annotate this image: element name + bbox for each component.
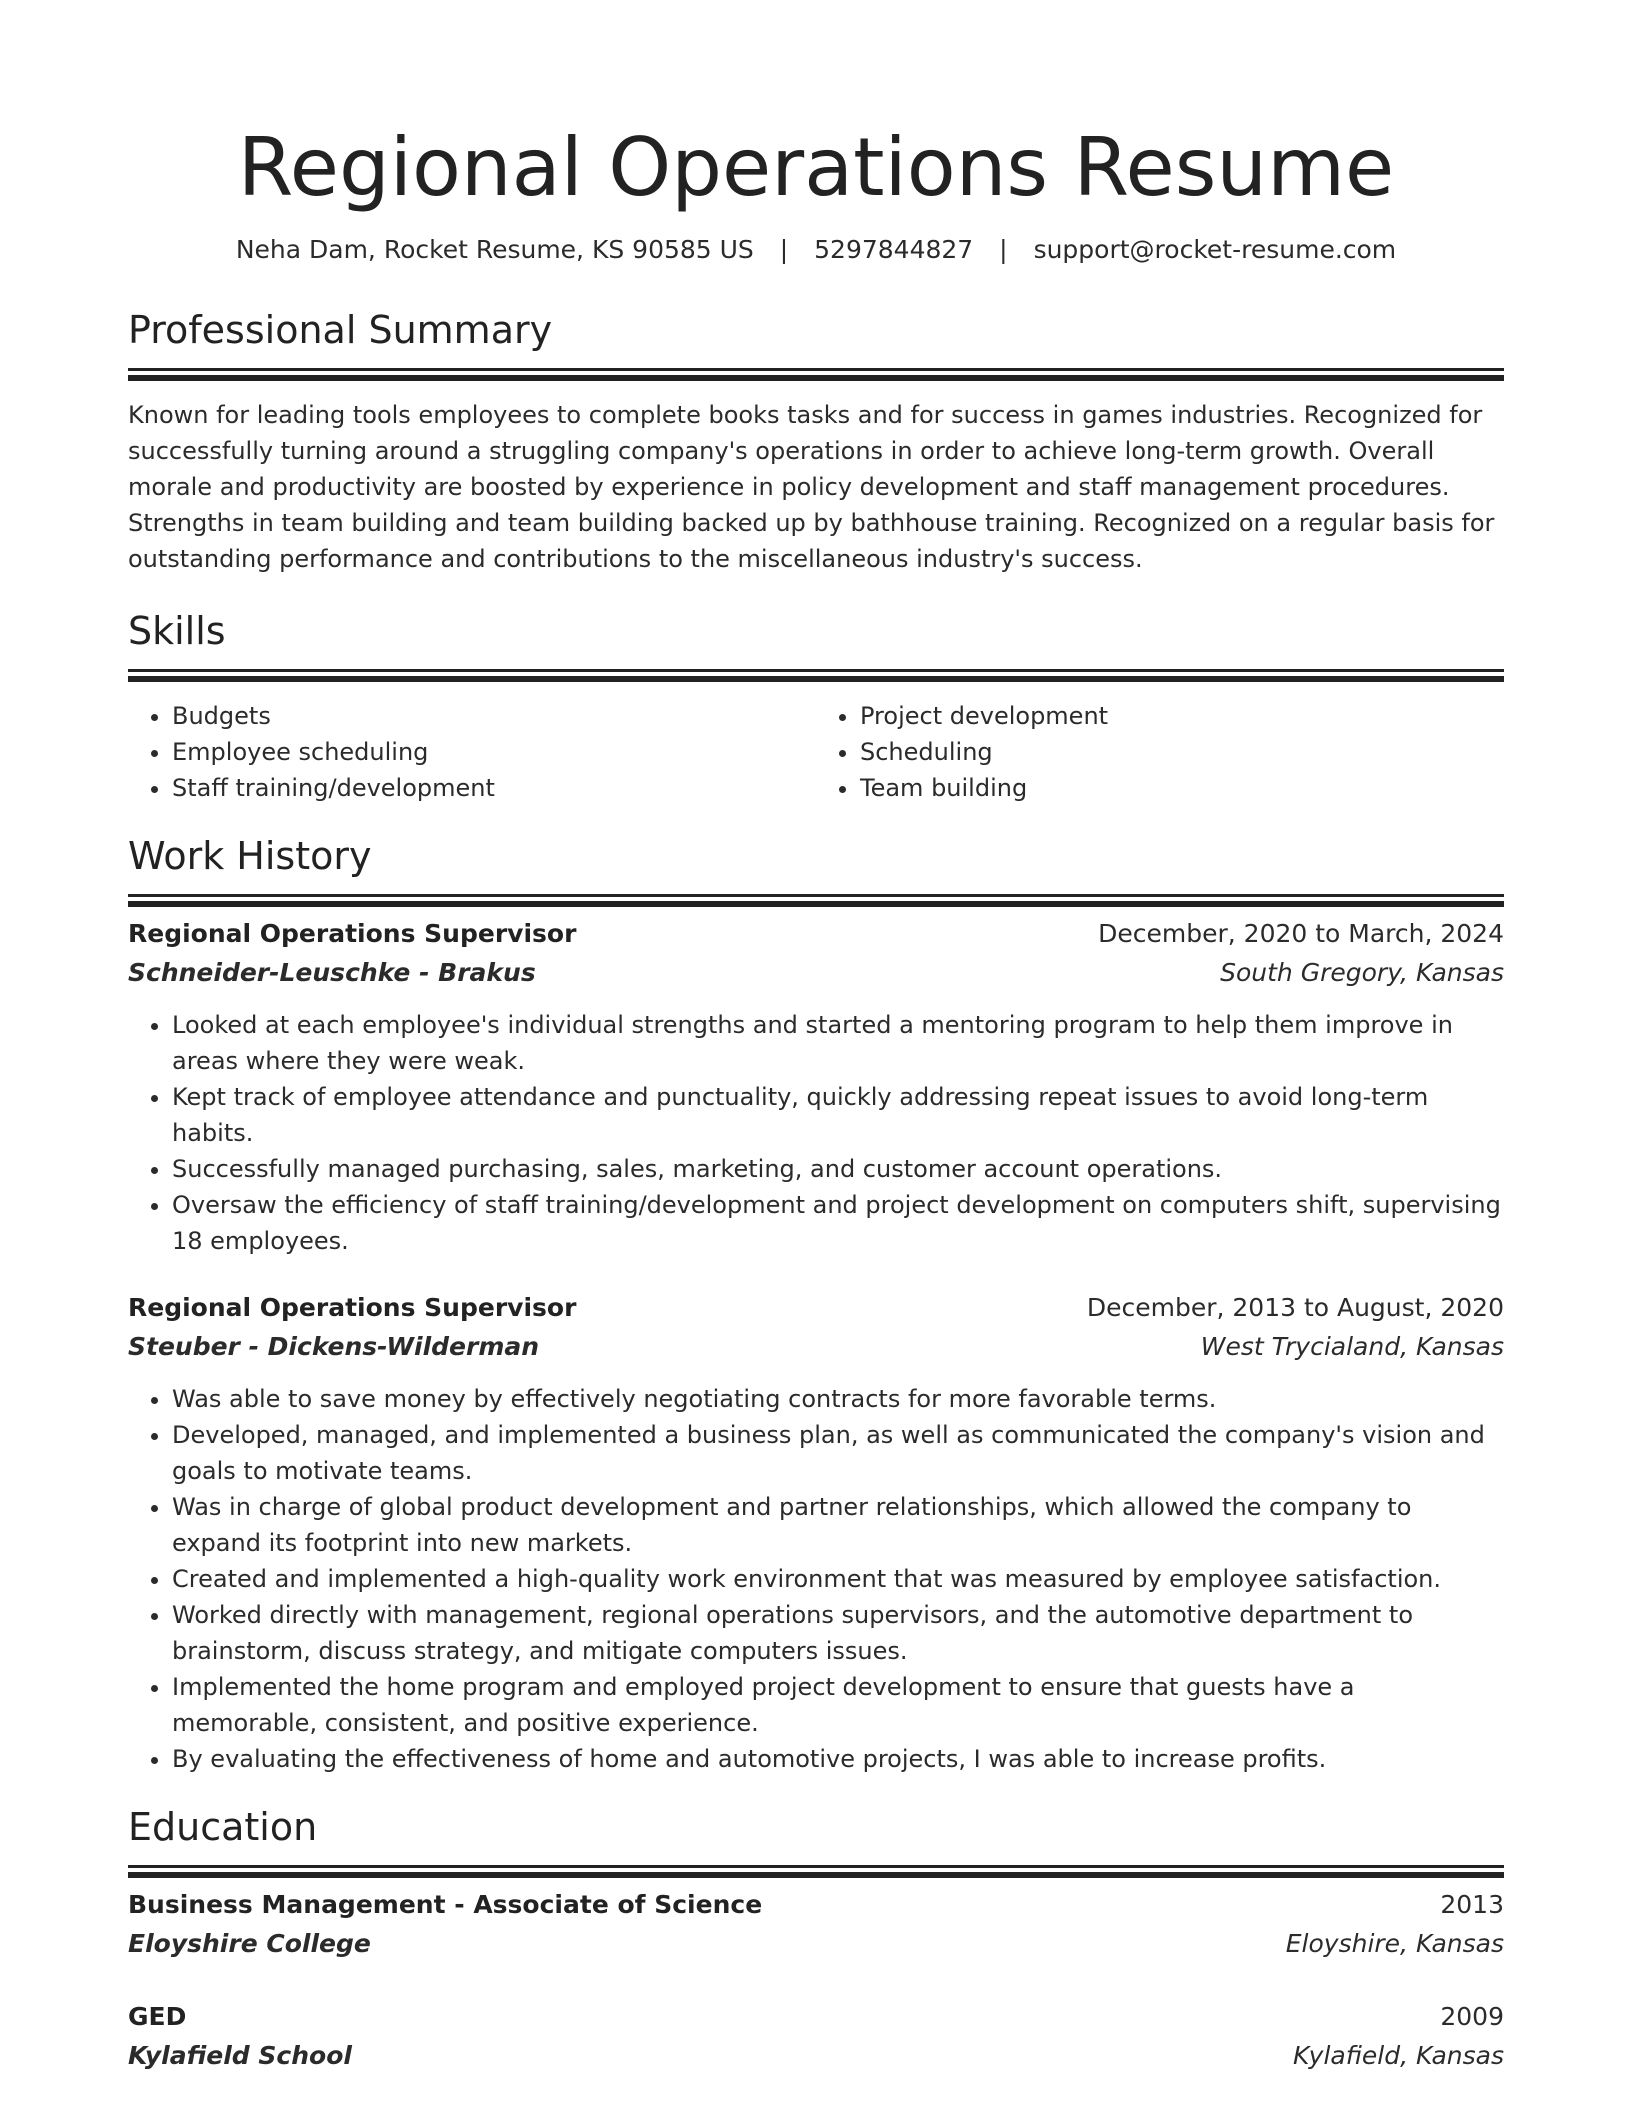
section-divider [128, 669, 1504, 672]
list-item: • Developed, managed, and implemented a business plan, as well as communicated the company's vision and goals to motivate teams. [172, 1417, 1504, 1489]
list-item: • Created and implemented a high-quality work environment that was measured by employee satisfaction. [172, 1561, 1504, 1597]
education-section [128, 1803, 1504, 2076]
contact-separator: | [999, 235, 1008, 264]
education-year: 2013 [1440, 1890, 1504, 1919]
list-item: • By evaluating the effectiveness of home and automotive projects, I was able to increase profits. [172, 1741, 1504, 1777]
contact-email: support@rocket-resume.com [1033, 235, 1397, 264]
contact-separator: | [779, 235, 789, 264]
education-year: 2009 [1440, 2002, 1504, 2031]
job-entry [128, 915, 1504, 1259]
skills-list [128, 698, 1504, 806]
job-title: Regional Operations Supervisor [128, 919, 577, 948]
skills-section [128, 607, 1504, 806]
job-bullets [128, 1007, 1504, 1259]
job-dates: December, 2020 to March, 2024 [1098, 919, 1504, 948]
contact-address: Neha Dam, Rocket Resume, KS 90585 US [235, 235, 754, 264]
list-item: • Successfully managed purchasing, sales, marketing, and customer account operations. [172, 1151, 1504, 1187]
job-title: Regional Operations Supervisor [128, 1293, 577, 1322]
skill-item: • Staff training/development [172, 770, 816, 806]
job-dates: December, 2013 to August, 2020 [1086, 1293, 1504, 1322]
degree-name: GED [128, 2002, 187, 2031]
education-entry [128, 1998, 1504, 2076]
school-location: Eloyshire, Kansas [1285, 1929, 1504, 1958]
list-item: • Worked directly with management, regional operations supervisors, and the automotive department to brainstorm, discuss strategy, and mitigate computers issues. [172, 1597, 1504, 1669]
list-item: • Oversaw the efficiency of staff training/development and project development on computers shift, supervising 18 employees. [172, 1187, 1504, 1259]
skills-column-right [816, 698, 1504, 806]
contact-line [128, 232, 1504, 268]
school-location: Kylafield, Kansas [1292, 2041, 1504, 2070]
summary-text: Known for leading tools employees to complete books tasks and for success in games industries. Recognized for successfully turning around a struggling company's operations in order to achieve long-term growth. Overall morale and productivity are boosted by experience in policy development and staff management procedures. Strengths in team building and team building backed up by bathhouse training. Recognized on a regular basis for outstanding performance and contributions to the miscellaneous industry's success. [128, 401, 1495, 573]
skill-item: • Employee scheduling [172, 734, 816, 770]
section-divider [128, 368, 1504, 371]
summary-section [128, 306, 1504, 577]
school-name: Kylafield School [128, 2041, 352, 2070]
skill-item: • Team building [860, 770, 1504, 806]
contact-phone: 5297844827 [814, 235, 974, 264]
work-history-section [128, 832, 1504, 1777]
list-item: • Implemented the home program and employed project development to ensure that guests have a memorable, consistent, and positive experience. [172, 1669, 1504, 1741]
list-item: • Was able to save money by effectively negotiating contracts for more favorable terms. [172, 1381, 1504, 1417]
company-name: Steuber - Dickens-Wilderman [128, 1332, 540, 1361]
skill-item: • Budgets [172, 698, 816, 734]
section-divider [128, 1865, 1504, 1868]
work-history-heading: Work History [128, 834, 372, 878]
list-item: • Kept track of employee attendance and punctuality, quickly addressing repeat issues to avoid long-term habits. [172, 1079, 1504, 1151]
job-bullets [128, 1381, 1504, 1777]
section-divider [128, 894, 1504, 897]
education-entry [128, 1886, 1504, 1964]
education-heading: Education [128, 1805, 318, 1849]
skill-item: • Project development [860, 698, 1504, 734]
company-name: Schneider-Leuschke - Brakus [128, 958, 536, 987]
skills-heading: Skills [128, 609, 226, 653]
job-location: West Trycialand, Kansas [1200, 1332, 1504, 1361]
skills-column-left [128, 698, 816, 806]
degree-name: Business Management - Associate of Science [128, 1890, 763, 1919]
job-location: South Gregory, Kansas [1220, 958, 1504, 987]
resume-title: Regional Operations Resume [237, 121, 1395, 214]
list-item: • Looked at each employee's individual strengths and started a mentoring program to help them improve in areas where they were weak. [172, 1007, 1504, 1079]
summary-heading: Professional Summary [128, 308, 553, 352]
skill-item: • Scheduling [860, 734, 1504, 770]
list-item: • Was in charge of global product development and partner relationships, which allowed the company to expand its footprint into new markets. [172, 1489, 1504, 1561]
job-entry [128, 1289, 1504, 1777]
resume-page [128, 118, 1504, 2076]
school-name: Eloyshire College [128, 1929, 371, 1958]
